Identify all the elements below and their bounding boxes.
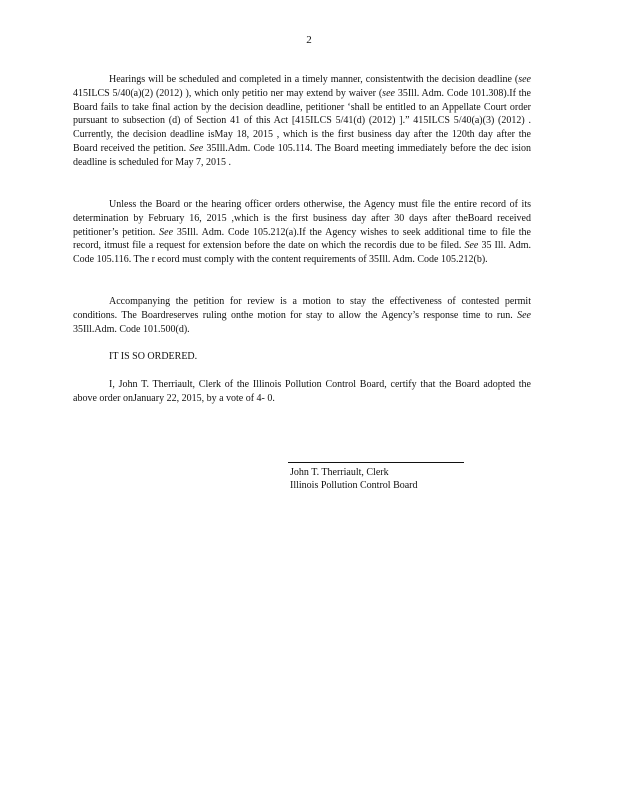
ordered-statement — [73, 350, 531, 364]
paragraph-motion-stay — [73, 295, 531, 336]
paragraph-hearings-text-4: 35Ill.Adm. Code 105.114. The Board meeting immediately before the dec ision deadline is scheduled for May 7, 2015 . — [73, 142, 531, 168]
page-number: 2 — [306, 34, 312, 46]
see-citation: See — [464, 240, 479, 252]
see-citation: See — [159, 226, 174, 238]
see-citation: see — [382, 87, 395, 99]
paragraph-hearings-text-3: 35Ill. Adm. Code 101.308).If the Board fails to take final action by the decision deadline, petitioner ‘shall be entitled to an Appellate Court order pursuant to subsection (d) of Section 41 of this Act [415ILCS 5/41(d) (2012) ].” 415ILCS 5/40(a)(3) (2012) . Currently, the decision deadline isMay 18, 2015 , which is the first business day after the 120th day after the Board received the petition. — [73, 87, 531, 154]
paragraph-record-text-1: Unless the Board or the hearing officer orders otherwise, the Agency must file the entire record of its determination by February 16, 2015 ,which is the first business day after 30 days after theBoard received petitioner’s petition. — [73, 199, 531, 238]
ordered-text: IT IS SO ORDERED. — [109, 351, 198, 362]
paragraph-record-text-3: 35 Ill. Adm. Code 105.116. The r ecord must comply with the content requirements of 35Ill. Adm. Code 105.212(b). — [73, 240, 531, 266]
certification-text: I, John T. Therriault, Clerk of the Illinois Pollution Control Board, certify that the Board adopted the above order onJanuary 22, 2015, by a vote of 4- 0. — [73, 379, 531, 404]
signature-organization: Illinois Pollution Control Board — [290, 480, 418, 491]
paragraph-hearings-text-2: 415ILCS 5/40(a)(2) (2012) ), which only petitio ner may extend by waiver ( — [73, 87, 383, 99]
paragraph-motion-text-2: 35Ill.Adm. Code 101.500(d). — [73, 323, 190, 335]
signature-line — [288, 462, 464, 463]
paragraph-motion-text-1: Accompanying the petition for review is a motion to stay the effectiveness of contested permit conditions. The Boardreserves ruling onthe motion for stay to allow the Agency’s response time to run. — [73, 296, 531, 321]
see-citation: See — [189, 142, 204, 154]
see-citation: see — [518, 74, 531, 85]
paragraph-hearings — [73, 73, 531, 170]
signature-block — [290, 466, 418, 492]
paragraph-record-text-2: 35Ill. Adm. Code 105.212(a).If the Agency wishes to seek additional time to file the record, itmust file a request for extension before the date on which the recordis due to be filed. — [73, 226, 531, 252]
paragraph-record — [73, 198, 531, 267]
signature-name: John T. Therriault, Clerk — [290, 467, 389, 478]
paragraph-hearings-text-1: Hearings will be scheduled and completed in a timely manner, consistentwith the decision deadline ( — [109, 74, 519, 85]
clerk-certification — [73, 378, 531, 406]
see-citation: See — [517, 309, 531, 321]
